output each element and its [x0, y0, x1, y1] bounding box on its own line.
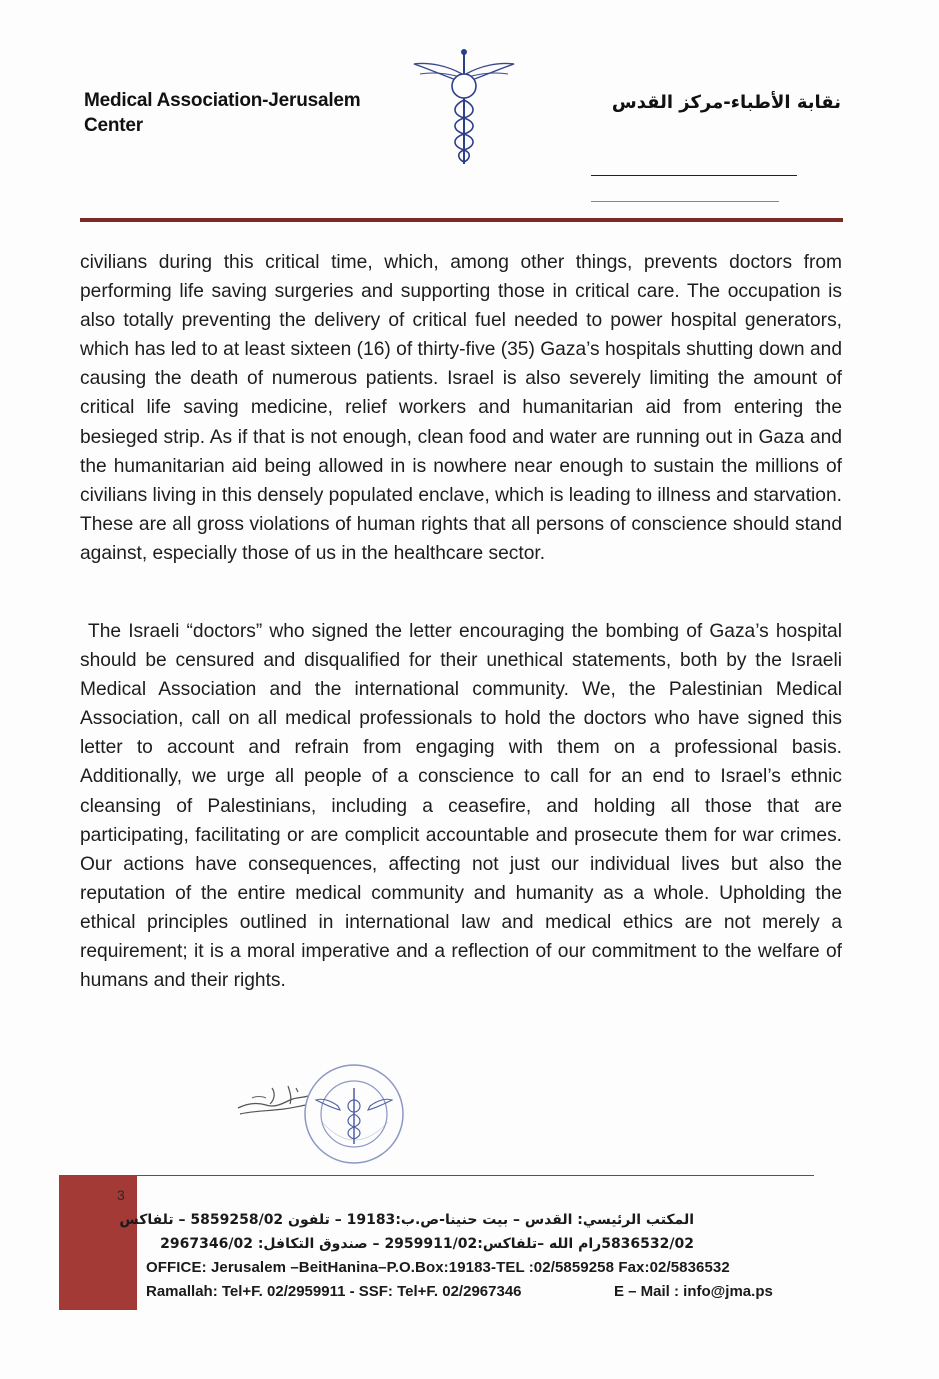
caduceus-logo — [412, 46, 516, 170]
body-paragraph-1: civilians during this critical time, which, among other things, prevents doctors from performing life saving surgeries and supporting those in critical care. The occupation is also totally preventing the delivery of critical fuel needed to power hospital generators, which has led to at least sixteen (16) of thirty-five (35) Gaza’s hospitals shutting down and causing the death of numerous patients. Israel is also severely limiting the amount of critical life saving medicine, relief workers and humanitarian aid from entering the besieged strip. As if that is not enough, clean food and water are running out in Gaza and the humanitarian aid being allowed in is nowhere near enough to sustain the millions of civilians living in this densely populated enclave, which is leading to illness and starvation. These are all gross violations of human rights that all persons of conscience should stand against, especially those of us in the healthcare sector. — [80, 252, 842, 564]
org-name-line-2: Center — [84, 115, 143, 136]
footer-address-arabic-2: 5836532/02رام الله –تلفاكس:2959911/02 – صندوق التكافل: 2967346/02 — [160, 1236, 694, 1252]
organization-name-english — [84, 88, 414, 138]
footer-divider — [137, 1175, 814, 1176]
footer-contact-line — [146, 1283, 806, 1300]
signature-line — [591, 175, 797, 176]
official-stamp — [302, 1062, 406, 1166]
handwritten-signature — [232, 1078, 312, 1120]
footer-address-english: OFFICE: Jerusalem –BeitHanina–P.O.Box:19183-TEL :02/5859258 Fax:02/5836532 — [146, 1259, 730, 1276]
signature-line-secondary — [591, 201, 779, 202]
body-paragraph-2: The Israeli “doctors” who signed the letter encouraging the bombing of Gaza’s hospital should be censured and disqualified for their unethical statements, both by the Israeli Medical Association and the international community. We, the Palestinian Medical Association, call on all medical professionals to hold the doctors who have signed this letter to account and refrain from engaging with them on a professional basis. Additionally, we urge all people of a conscience to call for an end to Israel’s ethnic cleansing of Palestinians, including a ceasefire, and holding all those that are participating, facilitating or are complicit accountable and prosecute them for war crimes. Our actions have consequences, affecting not just our individual lives but also the reputation of the entire medical community and humanity as a whole. Upholding the ethical principles outlined in international law and medical ethics are not merely a requirement; it is a moral imperative and a reflection of our commitment to the welfare of humans and their rights. — [80, 621, 842, 992]
footer-address-arabic-1: المكتب الرئيسي: القدس – بيت حنينا-ص.ب:19183 – تلفون 5859258/02 – تلفاكس — [119, 1212, 694, 1228]
header-divider — [80, 218, 843, 222]
footer-email[interactable]: E – Mail : info@jma.ps — [614, 1283, 773, 1300]
footer-ramallah-phones: Ramallah: Tel+F. 02/2959911 - SSF: Tel+F. 02/2967346 — [146, 1283, 522, 1300]
organization-name-arabic: نقابة الأطباء-مركز القدس — [611, 92, 841, 113]
org-name-line-1: Medical Association-Jerusalem — [84, 90, 361, 111]
page-number: 3 — [117, 1187, 125, 1203]
